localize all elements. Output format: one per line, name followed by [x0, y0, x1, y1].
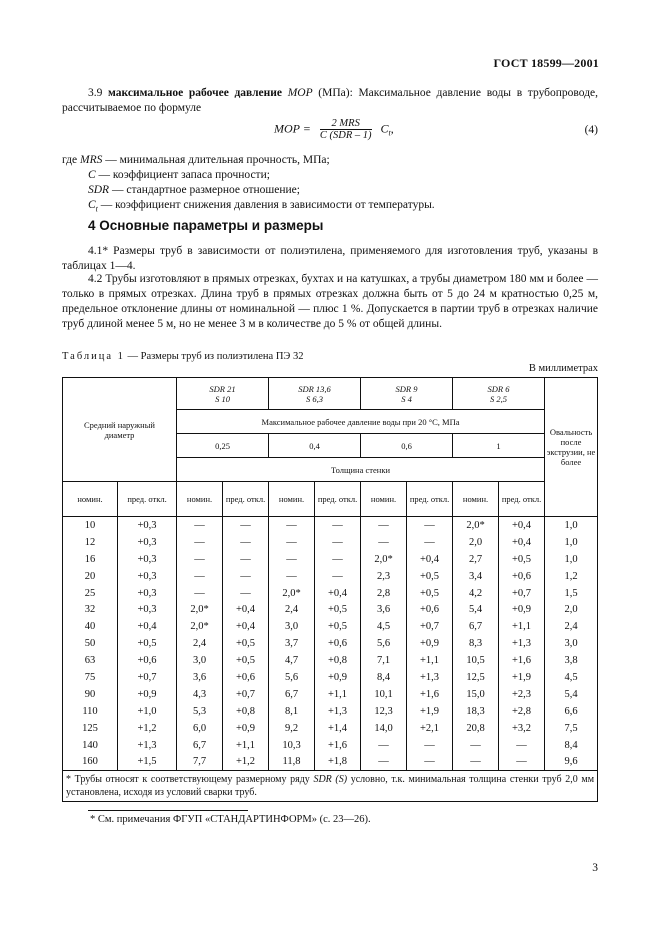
table-cell: 3,7 [269, 635, 315, 652]
table-row [63, 601, 598, 618]
formula-tail: , [390, 121, 394, 136]
table-cell: — [177, 534, 223, 551]
table-cell: — [223, 517, 269, 534]
table-row [63, 720, 598, 737]
table-cell: — [177, 517, 223, 534]
table-cell: +0,4 [315, 585, 361, 602]
table-row [63, 669, 598, 686]
ovality-cell: 3,0 [545, 635, 598, 652]
definition-text: — минимальная длительная прочность, МПа; [102, 154, 330, 166]
table-cell: +1,2 [118, 720, 177, 737]
table-cell: 8,1 [269, 703, 315, 720]
table-units: В миллиметрах [528, 363, 598, 374]
table-cell: — [407, 517, 453, 534]
ovality-cell: 2,0 [545, 601, 598, 618]
table-cell: 2,0* [361, 551, 407, 568]
table-cell: +0,7 [407, 618, 453, 635]
table-cell: — [315, 534, 361, 551]
table-cell: +0,3 [118, 517, 177, 534]
subheader-tolerance: пред. откл. [499, 482, 545, 517]
definition-symbol: SDR [88, 184, 110, 196]
table-cell: +2,1 [407, 720, 453, 737]
table-cell: +1,6 [407, 686, 453, 703]
table-cell: 18,3 [453, 703, 499, 720]
table-cell: 6,0 [177, 720, 223, 737]
table-cell: 5,6 [361, 635, 407, 652]
table-cell: +0,5 [315, 601, 361, 618]
table-cell: — [315, 568, 361, 585]
diameter-cell: 50 [63, 635, 118, 652]
table-cell: 2,3 [361, 568, 407, 585]
ovality-cell: 1,5 [545, 585, 598, 602]
table-cell: +0,7 [499, 585, 545, 602]
formula-fraction [320, 118, 372, 141]
table-cell: +0,9 [315, 669, 361, 686]
formula-factor-sub: t [388, 128, 391, 138]
clause-3-9 [62, 86, 598, 116]
table-cell: — [223, 585, 269, 602]
table-cell: — [361, 753, 407, 770]
equation-number: (4) [584, 124, 598, 136]
table-cell: +0,6 [315, 635, 361, 652]
formula-factor: C [380, 121, 389, 136]
table-cell: 4,3 [177, 686, 223, 703]
diameter-cell: 10 [63, 517, 118, 534]
table-caption [62, 351, 303, 362]
table-cell: 5,4 [453, 601, 499, 618]
subheader-tolerance: пред. откл. [315, 482, 361, 517]
table-caption-text: — Размеры труб из полиэтилена ПЭ 32 [124, 351, 304, 362]
table-cell: +0,6 [407, 601, 453, 618]
ovality-cell: 1,0 [545, 534, 598, 551]
table-cell: 20,8 [453, 720, 499, 737]
table-row [63, 652, 598, 669]
table-body [63, 517, 598, 771]
footnote: * См. примечания ФГУП «СТАНДАРТИНФОРМ» (с. 23—26). [90, 814, 371, 825]
definition-symbol: MRS [79, 154, 103, 166]
table-cell: +0,4 [499, 517, 545, 534]
table-cell: 2,7 [453, 551, 499, 568]
table-cell: +0,5 [407, 568, 453, 585]
table-cell: +0,6 [223, 669, 269, 686]
definition-row [62, 183, 435, 198]
subheader-tolerance: пред. откл. [223, 482, 269, 517]
diameter-cell: 32 [63, 601, 118, 618]
definition-sub: t [95, 204, 98, 214]
section-title: 4 Основные параметры и размеры [88, 218, 324, 233]
table-cell: +1,1 [223, 737, 269, 754]
diameter-cell: 12 [63, 534, 118, 551]
table-cell: 3,6 [361, 601, 407, 618]
table-cell: +1,3 [499, 635, 545, 652]
table-cell: +0,7 [118, 669, 177, 686]
table-cell: +1,3 [407, 669, 453, 686]
clause-number: 3.9 [88, 87, 103, 99]
table-cell: 2,8 [361, 585, 407, 602]
table-cell: 7,1 [361, 652, 407, 669]
table-cell: — [177, 551, 223, 568]
header-sdr-group [177, 378, 269, 410]
table-cell: +0,4 [499, 534, 545, 551]
diameter-cell: 16 [63, 551, 118, 568]
table-row [63, 703, 598, 720]
table-cell: 12,5 [453, 669, 499, 686]
table-cell: — [269, 534, 315, 551]
header-diameter: Средний наружный диаметр [63, 378, 177, 482]
clause-unit: (МПа) [318, 87, 350, 99]
table-cell: 4,7 [269, 652, 315, 669]
table-cell: +0,9 [499, 601, 545, 618]
subheader-nominal: номин. [361, 482, 407, 517]
diameter-cell: 90 [63, 686, 118, 703]
table-cell: +0,4 [223, 601, 269, 618]
table-cell: 3,6 [177, 669, 223, 686]
table-cell: +1,9 [407, 703, 453, 720]
s-value: S 6,3 [306, 393, 324, 404]
table-note-row [63, 771, 598, 802]
sdr-value: SDR 6 [487, 383, 510, 394]
table-cell: 14,0 [361, 720, 407, 737]
diameter-cell: 110 [63, 703, 118, 720]
table-cell: +0,8 [223, 703, 269, 720]
table-cell: — [407, 737, 453, 754]
table-cell: 8,3 [453, 635, 499, 652]
table-row [63, 534, 598, 551]
table-row [63, 753, 598, 770]
table-row [63, 517, 598, 534]
table-cell: +1,3 [315, 703, 361, 720]
table-cell: — [499, 737, 545, 754]
definition-lead: где [62, 154, 80, 166]
table-cell: +1,8 [315, 753, 361, 770]
header-sdr-group [361, 378, 453, 410]
subheader-tolerance: пред. откл. [118, 482, 177, 517]
table-cell: +0,5 [223, 652, 269, 669]
pipe-size-table [62, 377, 598, 802]
sdr-value: SDR 9 [395, 383, 418, 394]
sdr-value: SDR 21 [209, 383, 236, 394]
table-cell: +0,4 [223, 618, 269, 635]
table-cell: +0,3 [118, 601, 177, 618]
table-cell: +3,2 [499, 720, 545, 737]
table-cell: 2,0 [453, 534, 499, 551]
formula-numerator: 2 MRS [320, 118, 372, 130]
definition-row [62, 168, 435, 183]
table-cell: — [269, 568, 315, 585]
table-cell: — [361, 737, 407, 754]
table-cell: +1,1 [499, 618, 545, 635]
table-cell: +0,6 [118, 652, 177, 669]
table-cell: 4,2 [453, 585, 499, 602]
diameter-cell: 75 [63, 669, 118, 686]
header-ovality: Овальность после экструзии, не более [545, 378, 598, 517]
note-text: условно, т.к. минимальная толщина стенки труб 2,0 мм установлена, исходя из условий сварки труб. [66, 774, 595, 799]
definition-text: — коэффициент снижения давления в зависимости от температуры. [97, 199, 435, 211]
table-cell: +0,5 [223, 635, 269, 652]
table-cell: — [315, 551, 361, 568]
table-cell: +1,1 [407, 652, 453, 669]
table-cell: 3,0 [269, 618, 315, 635]
subheader-nominal: номин. [269, 482, 315, 517]
table-cell: — [223, 568, 269, 585]
page-number: 3 [592, 862, 598, 874]
table-cell: 4,5 [361, 618, 407, 635]
ovality-cell: 1,0 [545, 551, 598, 568]
header-sdr-group [453, 378, 545, 410]
s-value: S 4 [401, 393, 412, 404]
table-cell: +0,5 [118, 635, 177, 652]
note-symbol: SDR (S) [313, 774, 348, 786]
pressure-value: 0,4 [269, 434, 361, 458]
table-cell: 2,0* [269, 585, 315, 602]
table-cell: +1,1 [315, 686, 361, 703]
table-cell: — [361, 517, 407, 534]
table-cell: +0,7 [223, 686, 269, 703]
table-cell: 6,7 [269, 686, 315, 703]
diameter-cell: 20 [63, 568, 118, 585]
paragraph-4-1: 4.1* Размеры труб в зависимости от полиэтилена, применяемого для изготовления труб, указаны в таблицах 1—4. [62, 245, 598, 272]
header-pressure: Максимальное рабочее давление воды при 20 °С, МПа [177, 410, 545, 434]
table-cell: — [177, 585, 223, 602]
mop-formula [274, 118, 394, 141]
ovality-cell: 1,2 [545, 568, 598, 585]
table-cell: +0,8 [315, 652, 361, 669]
table-cell: — [453, 737, 499, 754]
subheader-nominal: номин. [63, 482, 118, 517]
table-cell: — [223, 534, 269, 551]
pressure-value: 0,25 [177, 434, 269, 458]
table-cell: +0,3 [118, 534, 177, 551]
table-cell: +1,5 [118, 753, 177, 770]
table-cell: 6,7 [177, 737, 223, 754]
table-cell: — [407, 753, 453, 770]
table-cell: — [223, 551, 269, 568]
subheader-nominal: номин. [453, 482, 499, 517]
table-cell: +0,6 [499, 568, 545, 585]
table-cell: 3,4 [453, 568, 499, 585]
definition-row [62, 153, 435, 168]
table-cell: +0,3 [118, 568, 177, 585]
table-note [63, 771, 598, 802]
table-row [63, 568, 598, 585]
table-cell: +2,8 [499, 703, 545, 720]
table-cell: 9,2 [269, 720, 315, 737]
table-cell: 5,6 [269, 669, 315, 686]
subheader-nominal: номин. [177, 482, 223, 517]
header-sdr-group [269, 378, 361, 410]
header-wall-thickness: Толщина стенки [177, 458, 545, 482]
table-cell: 15,0 [453, 686, 499, 703]
table-cell: +0,9 [223, 720, 269, 737]
table-cell: — [269, 551, 315, 568]
ovality-cell: 5,4 [545, 686, 598, 703]
ovality-cell: 2,4 [545, 618, 598, 635]
table-cell: +0,4 [118, 618, 177, 635]
table-cell: — [407, 534, 453, 551]
ovality-cell: 3,8 [545, 652, 598, 669]
table-cell: +0,4 [407, 551, 453, 568]
ovality-cell: 4,5 [545, 669, 598, 686]
table-cell: +1,6 [315, 737, 361, 754]
definition-text: — коэффициент запаса прочности; [95, 169, 270, 181]
ovality-cell: 8,4 [545, 737, 598, 754]
ovality-cell: 1,0 [545, 517, 598, 534]
table-cell: +0,5 [315, 618, 361, 635]
table-cell: 5,3 [177, 703, 223, 720]
definition-symbol: C [88, 169, 96, 181]
diameter-cell: 40 [63, 618, 118, 635]
definition-row [62, 198, 435, 216]
ovality-cell: 9,6 [545, 753, 598, 770]
table-cell: +0,3 [118, 585, 177, 602]
table-cell: +2,3 [499, 686, 545, 703]
table-cell: 2,0* [177, 601, 223, 618]
table-cell: +0,9 [118, 686, 177, 703]
paragraph-4-2: 4.2 Трубы изготовляют в прямых отрезках, бухтах и на катушках, а трубы диаметром 180 мм и более — только в прямых отрезках. Длина труб в прямых отрезках должна быть от 5 до 24 м кратностью 0,25 м, предельное отклонение длины от номинальной — плюс 1 %. Допускается в партии труб в отрезках наличие труб длиной менее 5 м, но не менее 3 м в количестве до 5 % от общей длины. [62, 273, 598, 330]
table-cell: +0,9 [407, 635, 453, 652]
table-cell: +1,4 [315, 720, 361, 737]
table-cell: +0,5 [407, 585, 453, 602]
table-row [63, 686, 598, 703]
formula-lhs: MOP = [274, 121, 311, 136]
footnote-divider [88, 810, 248, 811]
formula-denominator: C (SDR – 1) [319, 130, 372, 141]
table-cell: 2,4 [177, 635, 223, 652]
table-cell: +1,2 [223, 753, 269, 770]
table-row [63, 618, 598, 635]
pressure-value: 1 [453, 434, 545, 458]
table-row [63, 551, 598, 568]
table-cell: +0,5 [499, 551, 545, 568]
table-cell: 6,7 [453, 618, 499, 635]
table-row [63, 635, 598, 652]
table-cell: 12,3 [361, 703, 407, 720]
clause-definition: : Максимальное давление воды в трубопроводе, рассчитываемое по формуле [62, 87, 599, 114]
s-value: S 2,5 [490, 393, 508, 404]
table-cell: 2,4 [269, 601, 315, 618]
s-value: S 10 [215, 393, 230, 404]
table-cell: 8,4 [361, 669, 407, 686]
clause-term: максимальное рабочее давление [108, 87, 283, 99]
ovality-cell: 6,6 [545, 703, 598, 720]
definition-text: — стандартное размерное отношение; [109, 184, 300, 196]
table-row [63, 585, 598, 602]
table-cell: 2,0* [177, 618, 223, 635]
sdr-value: SDR 13,6 [298, 383, 331, 394]
table-cell: +1,6 [499, 652, 545, 669]
subheader-tolerance: пред. откл. [407, 482, 453, 517]
table-cell: +1,0 [118, 703, 177, 720]
definition-symbol: C [88, 199, 96, 211]
table-row [63, 737, 598, 754]
note-text: * Трубы относят к соответствующему размерному ряду [66, 774, 314, 786]
table-cell: — [177, 568, 223, 585]
diameter-cell: 125 [63, 720, 118, 737]
formula-definitions [62, 153, 435, 216]
standard-header: ГОСТ 18599—2001 [493, 56, 599, 70]
table-cell: 10,3 [269, 737, 315, 754]
table-cell: 10,1 [361, 686, 407, 703]
pressure-value: 0,6 [361, 434, 453, 458]
table-cell: — [269, 517, 315, 534]
table-cell: 3,0 [177, 652, 223, 669]
table-cell: 7,7 [177, 753, 223, 770]
table-caption-label: Таблица 1 [62, 351, 125, 362]
diameter-cell: 63 [63, 652, 118, 669]
diameter-cell: 160 [63, 753, 118, 770]
clause-abbr: MOP [287, 87, 313, 99]
ovality-cell: 7,5 [545, 720, 598, 737]
table-cell: +1,9 [499, 669, 545, 686]
table-cell: — [315, 517, 361, 534]
table-cell: — [453, 753, 499, 770]
table-cell: 2,0* [453, 517, 499, 534]
table-cell: — [361, 534, 407, 551]
table-cell: +0,3 [118, 551, 177, 568]
table-cell: 11,8 [269, 753, 315, 770]
diameter-cell: 25 [63, 585, 118, 602]
table-cell: — [499, 753, 545, 770]
diameter-cell: 140 [63, 737, 118, 754]
table-cell: +1,3 [118, 737, 177, 754]
table-cell: 10,5 [453, 652, 499, 669]
